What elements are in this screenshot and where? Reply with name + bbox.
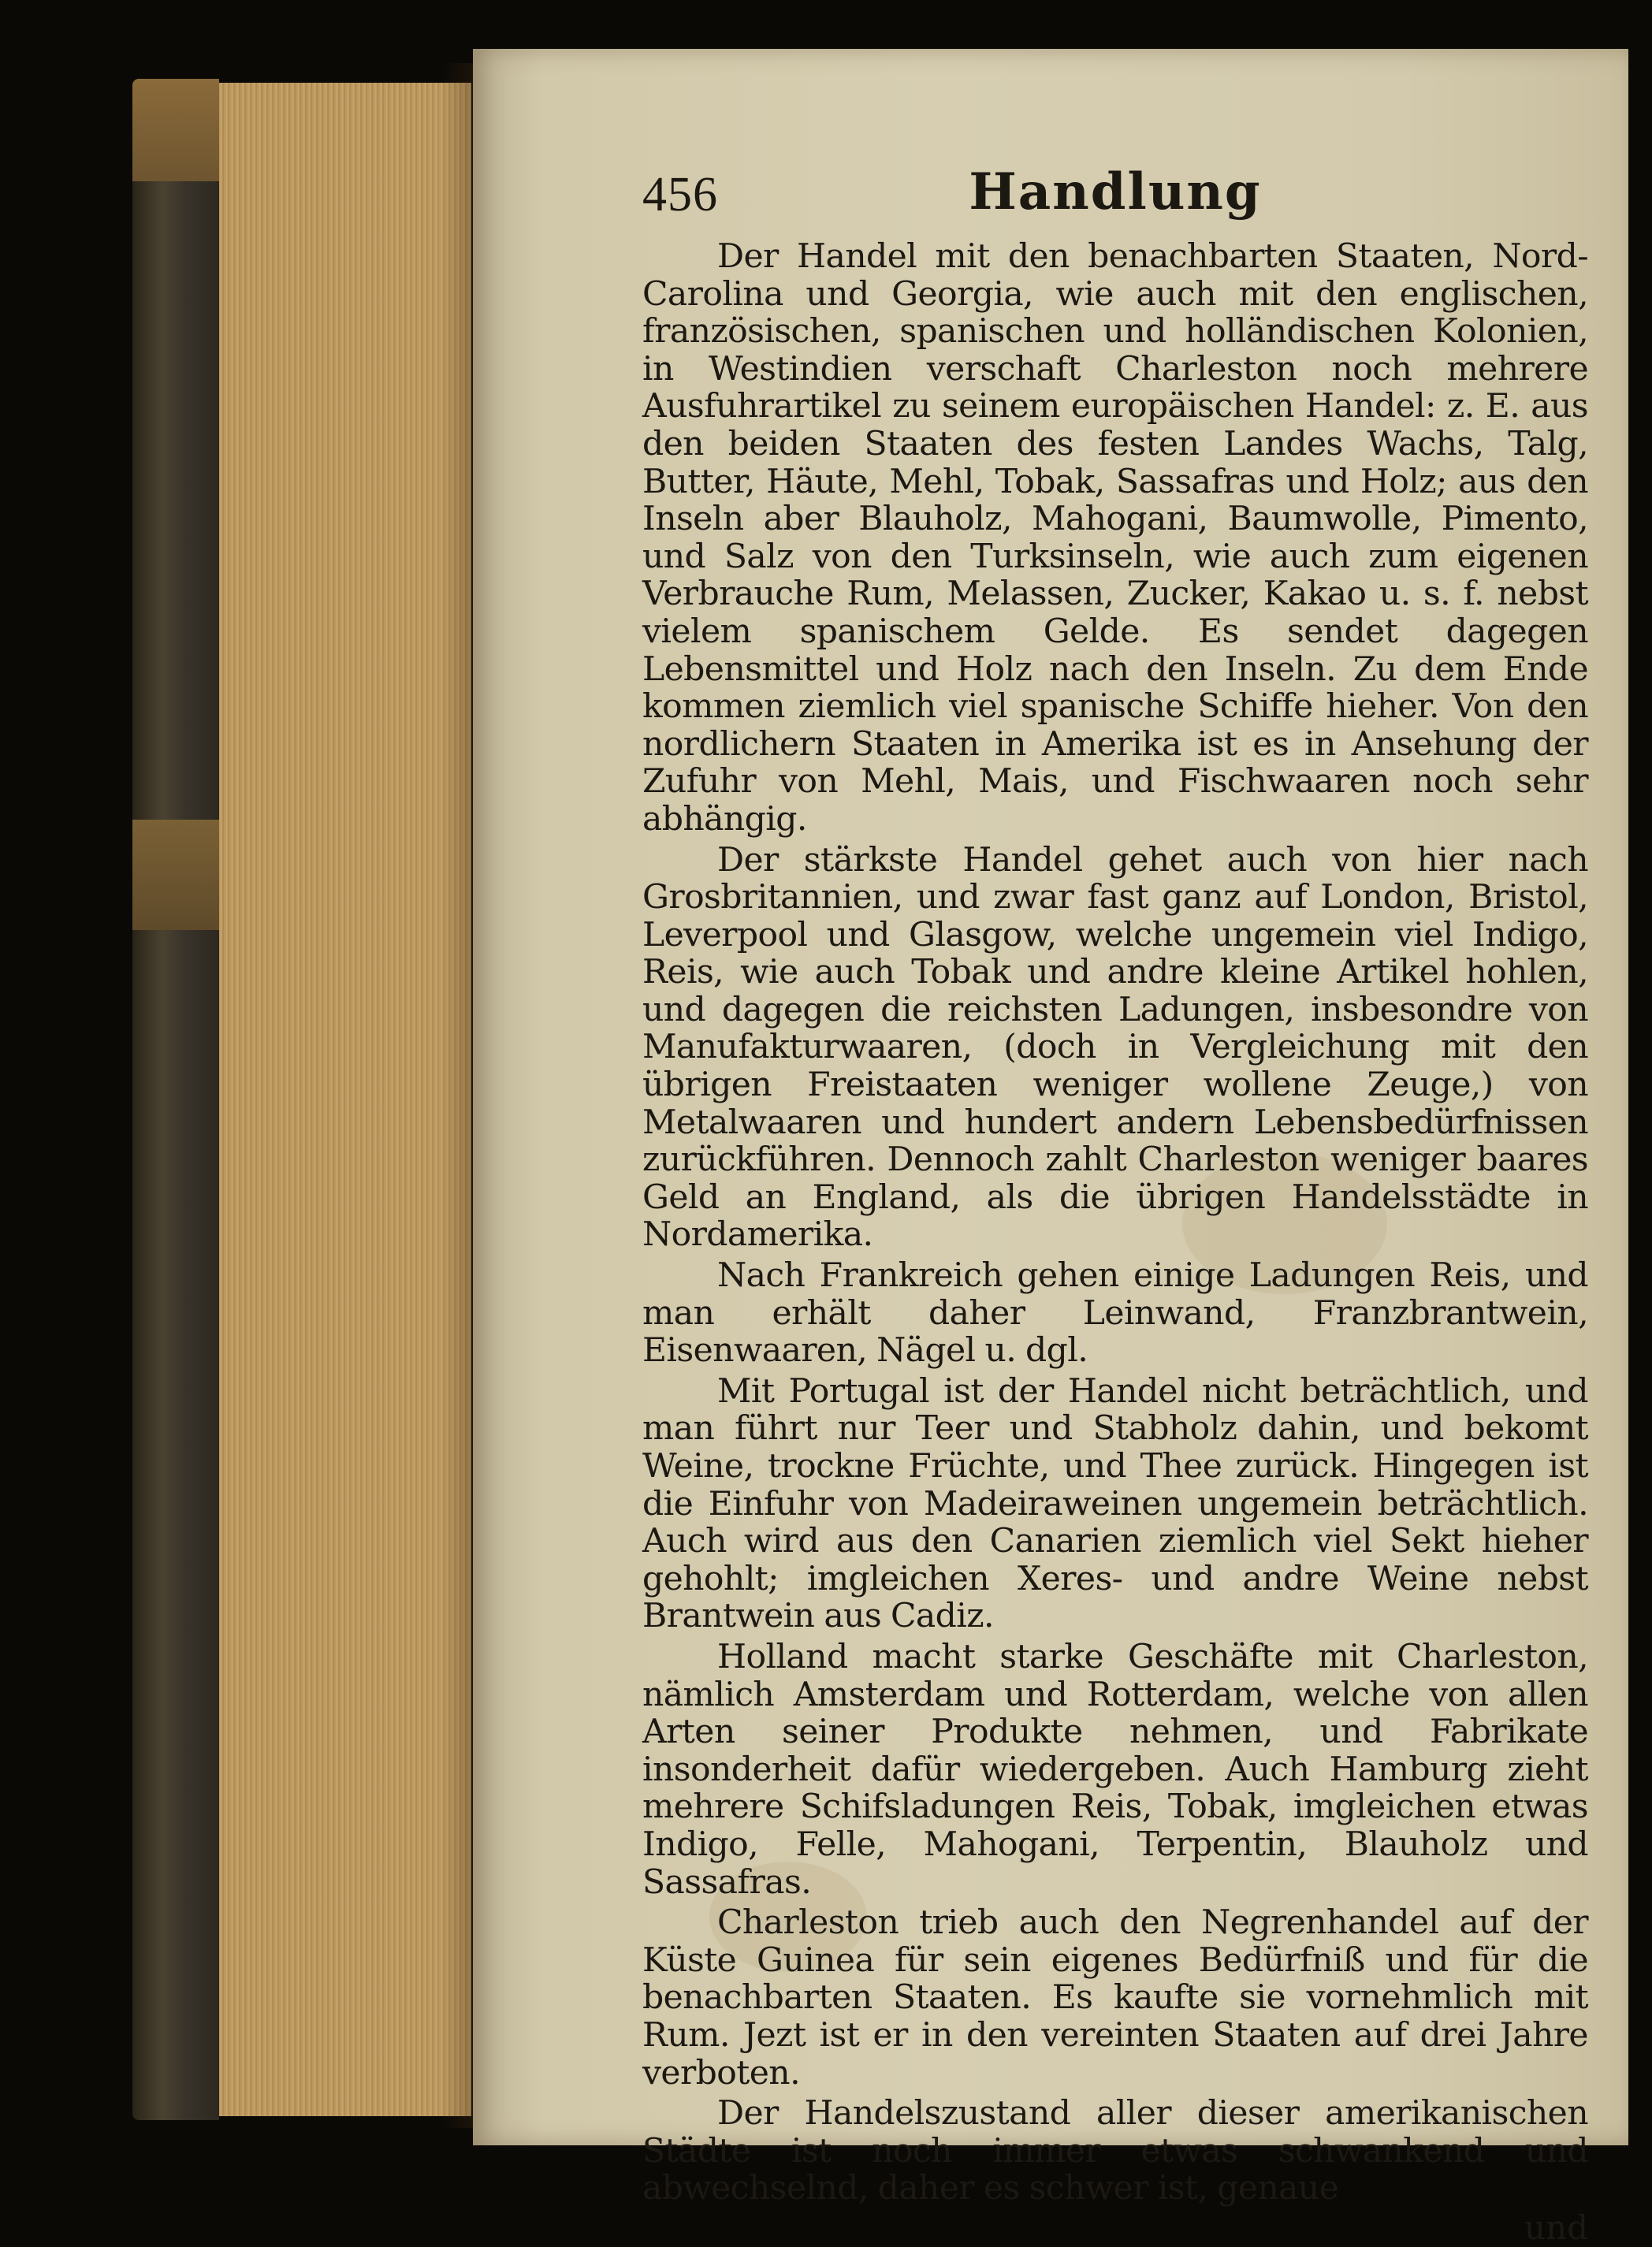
cover-leather-corner [132,79,219,181]
cover-leather-band [132,820,219,930]
running-title: Handlung [969,162,1262,221]
page-content [642,151,1588,2247]
running-head [642,151,1588,238]
scan-background-edge [1628,0,1652,2227]
book-cover [132,79,219,2120]
paragraph: Der Handelszustand aller dieser amerikanischen Städte ist noch immer etwas schwankend und abwechselnd, daher es schwer ist, genaue [642,2094,1588,2208]
paragraph: Charleston trieb auch den Negrenhandel auf der Küste Guinea für sein eigenes Bedürfniß und für die benachbarten Staaten. Es kaufte sie vornehmlich mit Rum. Jezt ist er in den vereinten Staaten auf drei Jahre verboten. [642,1903,1588,2093]
paragraph: Mit Portugal ist der Handel nicht beträchtlich, und man führt nur Teer und Stabholz dahin, und bekomt Weine, trockne Früchte, und Thee zurück. Hingegen ist die Einfuhr von Madeiraweinen ungemein beträchtlich. Auch wird aus den Canarien ziemlich viel Sekt hieher gehohlt; imgleichen Xeres- und andre Weine nebst Brantwein aus Cadiz. [642,1371,1588,1636]
paragraph: Holland macht starke Geschäfte mit Charleston, nämlich Amsterdam und Rotterdam, welche von allen Arten seiner Produkte nehmen, und Fabrikate insonderheit dafür wiedergeben. Auch Hamburg zieht mehrere Schifsladungen Reis, Tobak, imgleichen etwas Indigo, Felle, Mahogani, Terpentin, Blauholz und Sassafras. [642,1637,1588,1902]
paragraph: Der Handel mit den benachbarten Staaten, Nord-Carolina und Georgia, wie auch mit den englischen, französischen, spanischen und holländischen Kolonien, in Westindien verschaft Charleston noch mehrere Ausfuhrartikel zu seinem europäischen Handel: z. E. aus den beiden Staaten des festen Landes Wachs, Talg, Butter, Häute, Mehl, Tobak, Sassafras und Holz; aus den Inseln aber Blauholz, Mahogani, Baumwolle, Pimento, und Salz von den Turksinseln, wie auch zum eigenen Verbrauche Rum, Melassen, Zucker, Kakao u. s. f. nebst vielem spanischem Gelde. Es sendet dagegen Lebensmittel und Holz nach den Inseln. Zu dem Ende kommen ziemlich viel spanische Schiffe hieher. Von den nordlichern Staaten in Amerika ist es in Ansehung der Zufuhr von Mehl, Mais, und Fischwaaren noch sehr abhängig. [642,237,1588,839]
page-edges [219,83,471,2116]
catchword: und [1524,2208,1588,2247]
page-number: 456 [642,168,718,221]
gutter-shadow [441,63,473,2128]
body-text [642,238,1588,2208]
book-page [473,49,1628,2247]
paragraph: Nach Frankreich gehen einige Ladungen Reis, und man erhält daher Leinwand, Franzbrantwein, Eisenwaaren, Nägel u. dgl. [642,1256,1588,1371]
paragraph: Der stärkste Handel gehet auch von hier nach Grosbritannien, und zwar fast ganz auf London, Bristol, Leverpool und Glasgow, welche ungemein viel Indigo, Reis, wie auch Tobak und andre kleine Artikel hohlen, und dagegen die reichsten Ladungen, insbesondre von Manufakturwaaren, (doch in Vergleichung mit den übrigen Freistaaten weniger wollene Zeuge,) von Metalwaaren und hundert andern Lebensbedürfnissen zurückführen. Dennoch zahlt Charleston weniger baares Geld an England, als die übrigen Handelsstädte in Nordamerika. [642,840,1588,1255]
